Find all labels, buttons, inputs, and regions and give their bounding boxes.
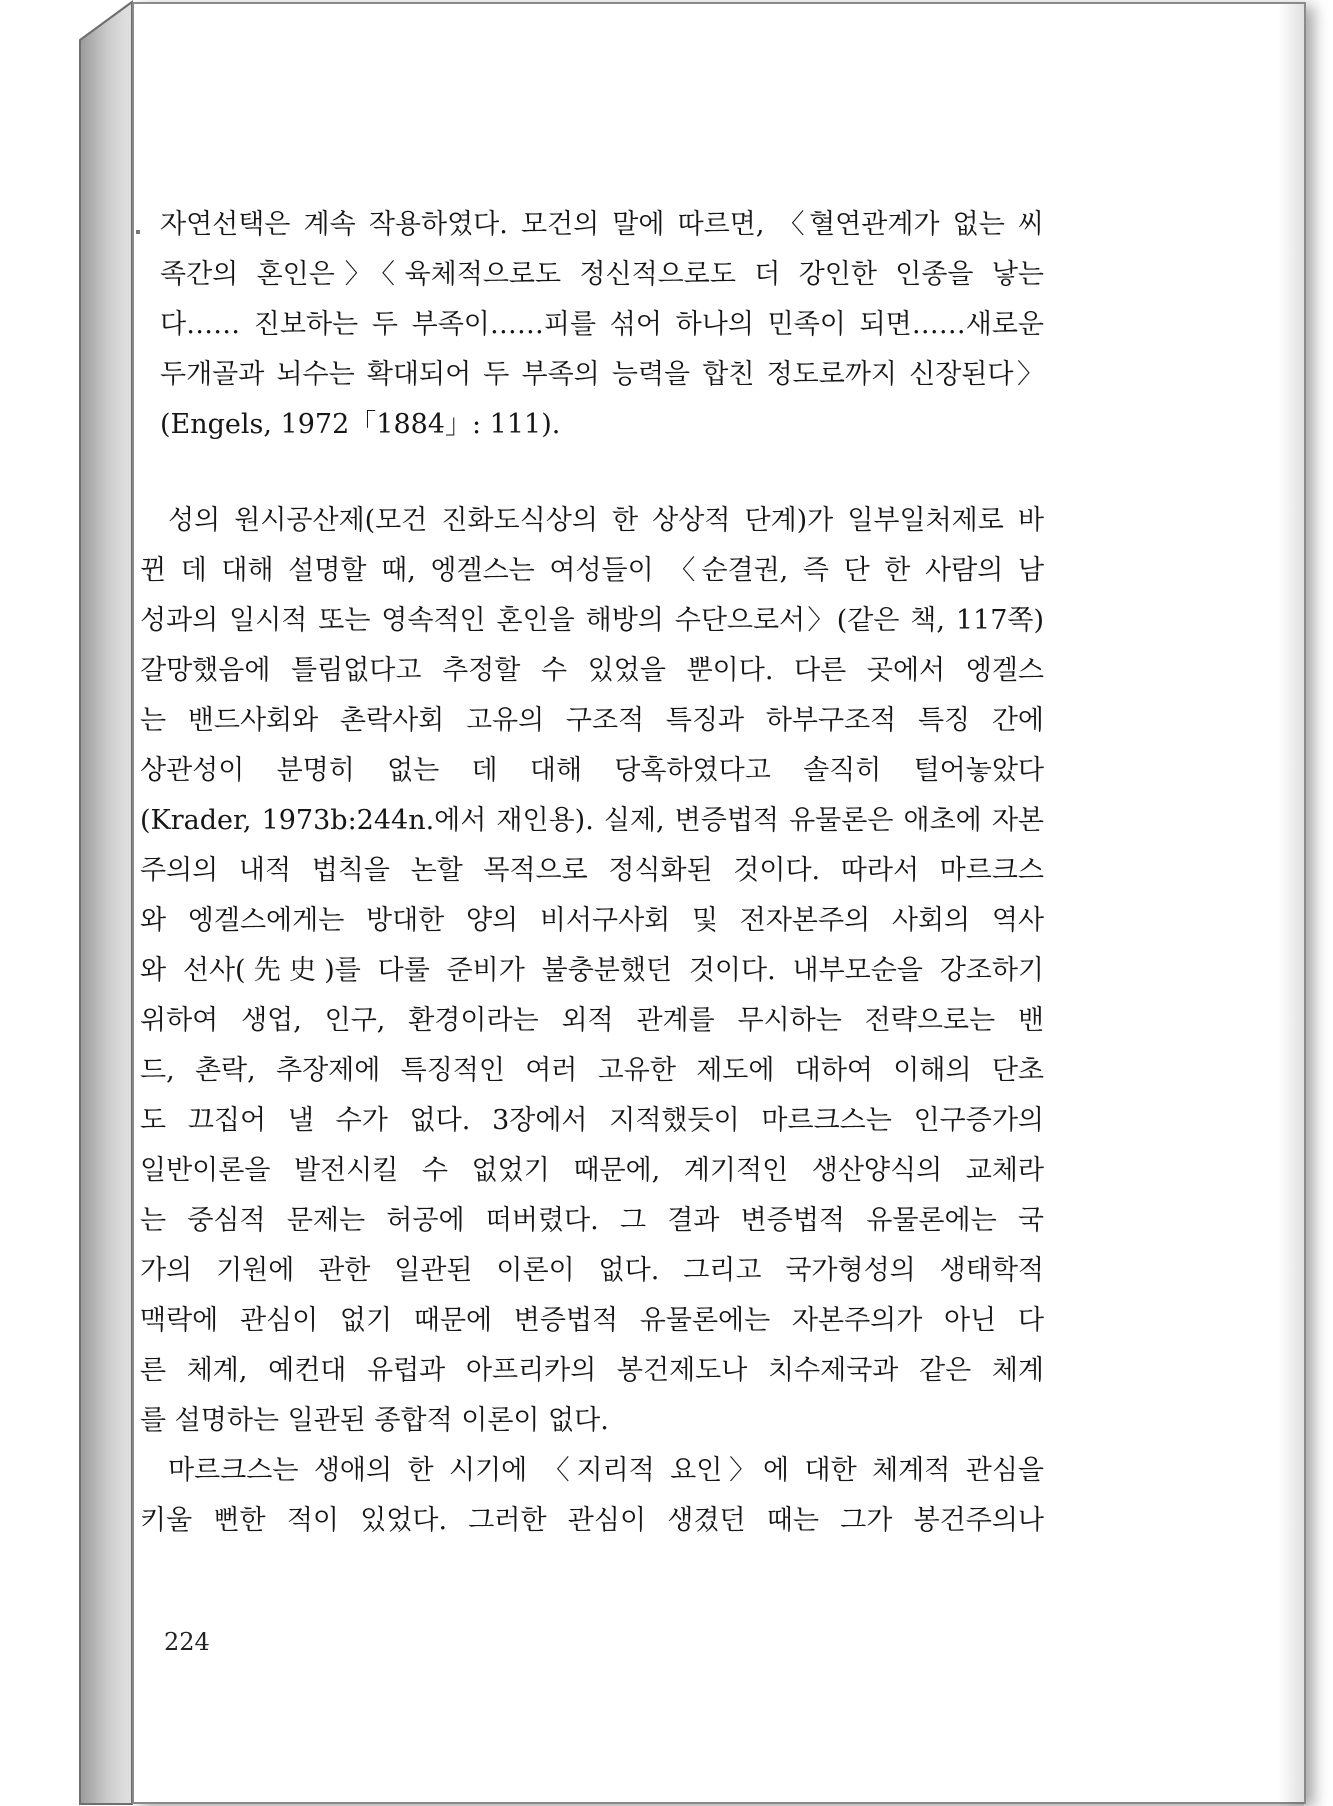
- page-body-text: [140, 200, 1044, 1546]
- quote-line-1: 자연선택은 계속 작용하였다. 모건의 말에 따르면, 〈혈연관계가 없는 씨: [160, 209, 1044, 240]
- paragraph-gap: [140, 450, 1044, 496]
- paragraph-1-line-10: 와 선사(先史)를 다룰 준비가 불충분했던 것이다. 내부모순을 강조하기: [140, 955, 1044, 986]
- paragraph-2: [140, 1446, 1044, 1546]
- paragraph-1-line-6: 상관성이 분명히 없는 데 대해 당혹하였다고 솔직히 털어놓았다: [140, 755, 1044, 786]
- paragraph-1-line-12: 드, 촌락, 추장제에 특징적인 여러 고유한 제도에 대하여 이해의 단초: [140, 1055, 1044, 1086]
- paragraph-1-line-1: 성의 원시공산제(모건 진화도식상의 한 상상적 단계)가 일부일처제로 바: [168, 505, 1044, 536]
- paragraph-1-line-8: 주의의 내적 법칙을 논할 목적으로 정식화된 것이다. 따라서 마르크스: [140, 855, 1044, 886]
- paragraph-1-line-17: 맥락에 관심이 없기 때문에 변증법적 유물론에는 자본주의가 아닌 다: [140, 1305, 1044, 1336]
- paragraph-1-line-13: 도 끄집어 낼 수가 없다. 3장에서 지적했듯이 마르크스는 인구증가의: [140, 1105, 1044, 1136]
- quote-line-4: 두개골과 뇌수는 확대되어 두 부족의 능력을 합친 정도로까지 신장된다〉: [160, 359, 1044, 390]
- page-number: 224: [164, 1628, 210, 1656]
- paragraph-1-line-7: (Krader, 1973b:244n.에서 재인용). 실제, 변증법적 유물론은 애초에 자본: [140, 805, 1044, 836]
- paragraph-1-line-9: 와 엥겔스에게는 방대한 양의 비서구사회 및 전자본주의 사회의 역사: [140, 905, 1044, 936]
- page-right-shadow: [1278, 4, 1304, 1806]
- paragraph-1: [140, 496, 1044, 1446]
- quote-line-3: 다…… 진보하는 두 부족이……피를 섞어 하나의 민족이 되면……새로운: [160, 309, 1044, 340]
- paragraph-1-line-18: 른 체계, 예컨대 유럽과 아프리카의 봉건제도나 치수제국과 같은 체계: [140, 1355, 1044, 1386]
- paragraph-1-line-15: 는 중심적 문제는 허공에 떠버렸다. 그 결과 변증법적 유물론에는 국: [140, 1205, 1044, 1236]
- paragraph-1-line-11: 위하여 생업, 인구, 환경이라는 외적 관계를 무시하는 전략으로는 밴: [140, 1005, 1044, 1036]
- paragraph-1-line-3: 성과의 일시적 또는 영속적인 혼인을 해방의 수단으로서〉(같은 책, 117쪽): [140, 605, 1044, 636]
- quote-citation: (Engels, 1972「1884」: 111).: [160, 409, 561, 440]
- book-edge-illustration: [0, 0, 140, 1806]
- quote-line-2: 족간의 혼인은〉〈육체적으로도 정신적으로도 더 강인한 인종을 낳는: [160, 259, 1044, 290]
- paragraph-1-line-16: 가의 기원에 관한 일관된 이론이 없다. 그리고 국가형성의 생태학적: [140, 1255, 1044, 1286]
- paragraph-1-line-5: 는 밴드사회와 촌락사회 고유의 구조적 특징과 하부구조적 특징 간에: [140, 705, 1044, 736]
- paragraph-1-line-2: 뀐 데 대해 설명할 때, 엥겔스는 여성들이 〈순결권, 즉 단 한 사람의 남: [140, 555, 1044, 586]
- paragraph-1-line-14: 일반이론을 발전시킬 수 없었기 때문에, 계기적인 생산양식의 교체라: [140, 1155, 1044, 1186]
- block-quote: [140, 200, 1044, 450]
- paragraph-1-line-19: 를 설명하는 일관된 종합적 이론이 없다.: [140, 1405, 609, 1436]
- paragraph-1-line-4: 갈망했음에 틀림없다고 추정할 수 있었을 뿐이다. 다른 곳에서 엥겔스: [140, 655, 1044, 686]
- paragraph-2-line-1: 마르크스는 생애의 한 시기에 〈지리적 요인〉에 대한 체계적 관심을: [168, 1455, 1044, 1486]
- paragraph-2-line-2: 키울 뻔한 적이 있었다. 그러한 관심이 생겼던 때는 그가 봉건주의나: [140, 1505, 1044, 1536]
